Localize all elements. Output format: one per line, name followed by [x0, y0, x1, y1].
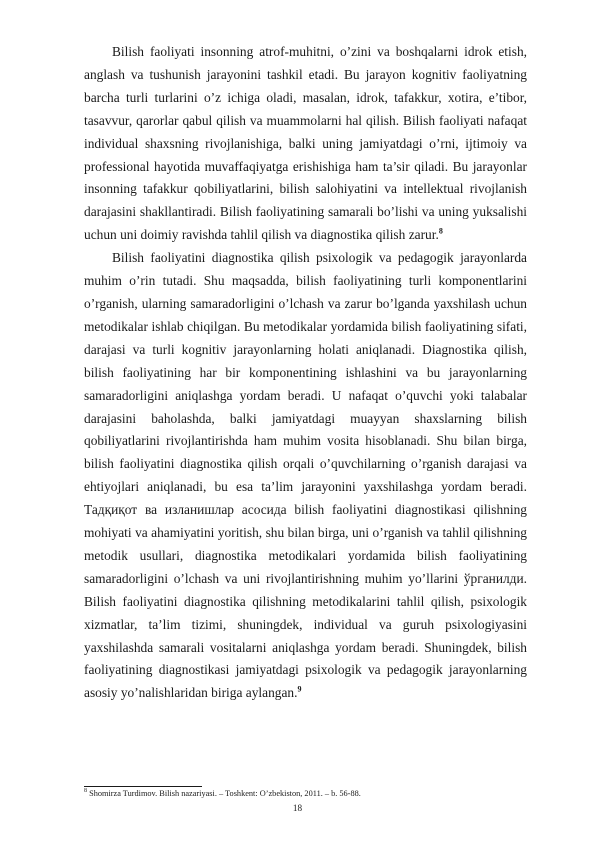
page-body: [84, 41, 527, 705]
footnote-text: Shomirza Turdimov. Bilish nazariyasi. – Toshkent: O’zbekiston, 2011. – b. 56-88.: [89, 789, 361, 798]
paragraph-2: [84, 247, 527, 705]
footnote-ref-9[interactable]: 9: [297, 684, 302, 694]
footnote: [84, 789, 527, 799]
paragraph-1: [84, 41, 527, 247]
page-number: 18: [292, 803, 303, 813]
paragraph-2-text: Bilish faoliyatini diagnostika qilish psixologik va pedagogik jarayonlarda muhim o’rin tutadi. Shu maqsadda, bilish faoliyatining turli komponentlarini o’rganish, ularning samaradorligini o’lchash va zarur bo’lganda yaxshilash uchun metodikalar ishlab chiqilgan. Bu metodikalar yordamida bilish faoliyatining sifati, darajasi va turli kognitiv jarayonlarning holati aniqlanadi. Diagnostika qilish, bilish faoliyatining har bir komponentining ishlashini va bu jarayonlarning samaradorligini aniqlashga yordam beradi. U nafaqat o’quvchi yoki talabalar darajasini baholashda, balki jamiyatdagi muayyan shaxslarning bilish qobiliyatlarini rivojlantirishda ham muhim vosita hisoblanadi. Shu bilan birga, bilish faoliyatini diagnostika qilish orqali o’quvchilarning o’rganish darajasi va ehtiyojlari aniqlanadi, bu esa ta’lim jarayonini yaxshilashga yordam beradi. Тадқиқот ва изланишлар асосида bilish faoliyatini diagnostikasi qilishning mohiyati va ahamiyatini yoritish, shu bilan birga, uni o’rganish va tahlil qilishning metodik usullari, diagnostika metodikalari yordamida bilish faoliyatining samaradorligini o’lchash va uni rivojlantirishning muhim yo’llarini ўрганилди. Bilish faoliyatini diagnostika qilishning metodikalarini tahlil qilish, psixologik xizmatlar, ta’lim tizimi, shuningdek, individual va guruh psixologiyasini yaxshilashda samarali vositalarni aniqlashga yordam beradi. Shuningdek, bilish faoliyatining diagnostikasi jamiyatdagi psixologik va pedagogik jarayonlarning asosiy yo’nalishlaridan biriga aylangan.: [84, 250, 527, 701]
footnote-ref-8[interactable]: 8: [438, 226, 443, 236]
footnote-marker: 8: [84, 788, 87, 795]
footnote-divider: [84, 786, 202, 787]
paragraph-1-text: Bilish faoliyati insonning atrof-muhitni, o’zini va boshqalarni idrok etish, anglash va tushunish jarayonini tashkil etadi. Bu jarayon kognitiv faoliyatning barcha turli turlarini o’z ichiga oladi, masalan, idrok, tafakkur, xotira, e’tibor, tasavvur, qarorlar qabul qilish va muammolarni hal qilish. Bilish faoliyati nafaqat individual shaxsning rivojlanishiga, balki uning jamiyatdagi o’rni, ijtimoiy va professional hayotida muvaffaqiyatga erishishiga ham ta’sir qiladi. Bu jarayonlar insonning tafakkur qobiliyatlarini, bilish salohiyatini va intellektual rivojlanish darajasini shakllantiradi. Bilish faoliyatining samarali bo’lishi va uning yuksalishi uchun uni doimiy ravishda tahlil qilish va diagnostika qilish zarur.: [84, 44, 527, 243]
